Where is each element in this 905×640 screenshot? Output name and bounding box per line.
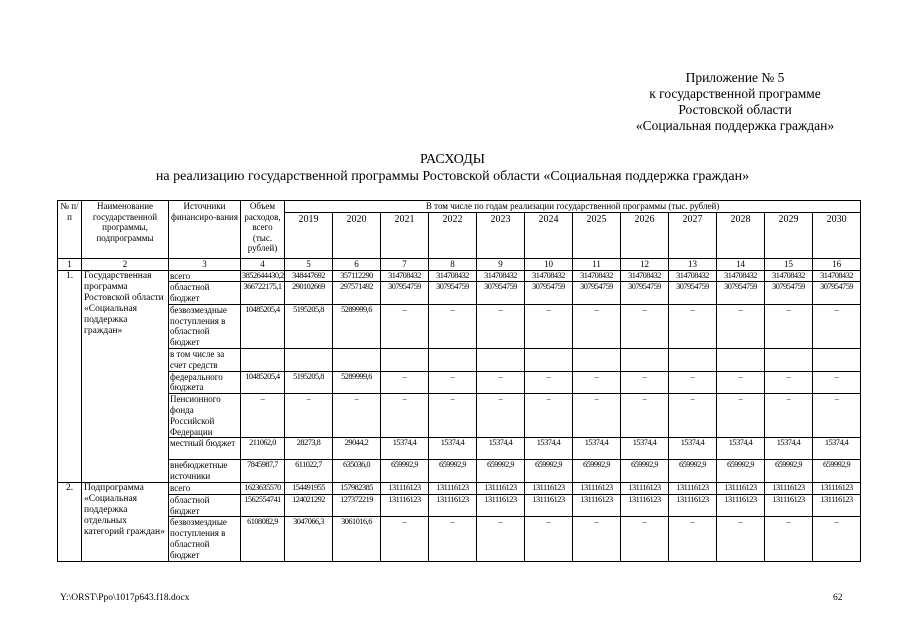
value-cell: 15374,4 bbox=[765, 438, 813, 460]
value-cell: 659992,9 bbox=[429, 460, 477, 483]
value-cell: – bbox=[621, 371, 669, 394]
column-number: 16 bbox=[813, 259, 861, 271]
value-cell: – bbox=[429, 371, 477, 394]
footer-page-number: 62 bbox=[833, 593, 843, 603]
value-cell: 357112290 bbox=[333, 270, 381, 282]
value-cell: – bbox=[381, 371, 429, 394]
value-cell: 131116123 bbox=[669, 494, 717, 517]
value-cell: 131116123 bbox=[669, 483, 717, 495]
value-cell bbox=[333, 349, 381, 372]
value-cell: 15374,4 bbox=[429, 438, 477, 460]
header-year: 2025 bbox=[573, 213, 621, 259]
program-name: Государственная программа Ростовской области «Социальная поддержка граждан» bbox=[82, 270, 169, 483]
appendix-line-2: к государственной программе bbox=[649, 86, 821, 101]
value-cell: – bbox=[525, 304, 573, 348]
value-cell: 131116123 bbox=[381, 483, 429, 495]
value-cell: 659992,9 bbox=[765, 460, 813, 483]
column-number: 15 bbox=[765, 259, 813, 271]
column-number: 8 bbox=[429, 259, 477, 271]
funding-source: всего bbox=[169, 483, 241, 495]
value-cell: – bbox=[525, 371, 573, 394]
table-row bbox=[58, 494, 861, 517]
value-cell: – bbox=[525, 517, 573, 561]
column-number: 11 bbox=[573, 259, 621, 271]
header-year: 2029 bbox=[765, 213, 813, 259]
value-cell bbox=[765, 349, 813, 372]
value-cell bbox=[429, 349, 477, 372]
header-year: 2027 bbox=[669, 213, 717, 259]
value-cell: 127372219 bbox=[333, 494, 381, 517]
value-cell: 10485205,4 bbox=[241, 304, 285, 348]
value-cell: – bbox=[765, 394, 813, 438]
value-cell: 15374,4 bbox=[669, 438, 717, 460]
value-cell: 5289999,6 bbox=[333, 304, 381, 348]
column-number: 13 bbox=[669, 259, 717, 271]
header-year: 2026 bbox=[621, 213, 669, 259]
footer-file-path: Y:\ORST\Ppo\1017p643.f18.docx bbox=[60, 593, 190, 603]
value-cell: – bbox=[717, 371, 765, 394]
appendix-title: Приложение № 5 bbox=[685, 70, 785, 85]
header-no: № п/п bbox=[58, 201, 82, 259]
column-number: 5 bbox=[285, 259, 333, 271]
value-cell: 28273,8 bbox=[285, 438, 333, 460]
column-number: 7 bbox=[381, 259, 429, 271]
value-cell: 314708432 bbox=[669, 270, 717, 282]
table-row bbox=[58, 517, 861, 561]
value-cell: – bbox=[573, 394, 621, 438]
value-cell: 1623635570 bbox=[241, 483, 285, 495]
value-cell: 131116123 bbox=[477, 494, 525, 517]
value-cell: 307954759 bbox=[813, 282, 861, 305]
value-cell: – bbox=[241, 394, 285, 438]
value-cell: 5195205,8 bbox=[285, 304, 333, 348]
value-cell: 131116123 bbox=[621, 494, 669, 517]
value-cell: – bbox=[381, 304, 429, 348]
value-cell: 131116123 bbox=[573, 494, 621, 517]
value-cell: 15374,4 bbox=[813, 438, 861, 460]
header-year: 2024 bbox=[525, 213, 573, 259]
value-cell: – bbox=[813, 394, 861, 438]
value-cell: 131116123 bbox=[381, 494, 429, 517]
value-cell: – bbox=[717, 517, 765, 561]
value-cell: 659992,9 bbox=[717, 460, 765, 483]
value-cell: 131116123 bbox=[813, 483, 861, 495]
value-cell: – bbox=[429, 304, 477, 348]
value-cell: 307954759 bbox=[717, 282, 765, 305]
value-cell: 314708432 bbox=[765, 270, 813, 282]
value-cell: – bbox=[573, 517, 621, 561]
appendix-line-4: «Социальная поддержка граждан» bbox=[635, 118, 835, 133]
funding-source: безвозмездные поступления в областной бюджет bbox=[169, 517, 241, 561]
value-cell: 1562554741 bbox=[241, 494, 285, 517]
value-cell: 635036,0 bbox=[333, 460, 381, 483]
column-number: 6 bbox=[333, 259, 381, 271]
funding-source: областной бюджет bbox=[169, 282, 241, 305]
value-cell: 3852644430,2 bbox=[241, 270, 285, 282]
value-cell: 307954759 bbox=[381, 282, 429, 305]
value-cell: 659992,9 bbox=[621, 460, 669, 483]
expenditure-table bbox=[57, 200, 861, 562]
value-cell: 3061016,6 bbox=[333, 517, 381, 561]
value-cell: 307954759 bbox=[765, 282, 813, 305]
value-cell: 307954759 bbox=[477, 282, 525, 305]
value-cell: – bbox=[429, 517, 477, 561]
value-cell: – bbox=[669, 304, 717, 348]
table-row bbox=[58, 460, 861, 483]
value-cell: 314708432 bbox=[381, 270, 429, 282]
value-cell: 307954759 bbox=[669, 282, 717, 305]
value-cell: 131116123 bbox=[477, 483, 525, 495]
value-cell: – bbox=[477, 371, 525, 394]
value-cell: 154491955 bbox=[285, 483, 333, 495]
value-cell: 131116123 bbox=[717, 494, 765, 517]
value-cell: 659992,9 bbox=[669, 460, 717, 483]
value-cell: 157982385 bbox=[333, 483, 381, 495]
table-row bbox=[58, 394, 861, 438]
value-cell: 124021292 bbox=[285, 494, 333, 517]
value-cell: 131116123 bbox=[765, 483, 813, 495]
value-cell: 131116123 bbox=[621, 483, 669, 495]
value-cell: – bbox=[621, 517, 669, 561]
value-cell: 15374,4 bbox=[525, 438, 573, 460]
header-year: 2020 bbox=[333, 213, 381, 259]
header-year: 2030 bbox=[813, 213, 861, 259]
value-cell bbox=[573, 349, 621, 372]
header-year: 2023 bbox=[477, 213, 525, 259]
value-cell bbox=[241, 349, 285, 372]
table-row bbox=[58, 349, 861, 372]
value-cell: – bbox=[477, 517, 525, 561]
value-cell: – bbox=[669, 517, 717, 561]
value-cell: – bbox=[573, 304, 621, 348]
value-cell: 659992,9 bbox=[573, 460, 621, 483]
header-year: 2022 bbox=[429, 213, 477, 259]
value-cell: 348447692 bbox=[285, 270, 333, 282]
value-cell: 314708432 bbox=[717, 270, 765, 282]
value-cell: – bbox=[765, 371, 813, 394]
value-cell: 15374,4 bbox=[573, 438, 621, 460]
value-cell: – bbox=[285, 394, 333, 438]
table-row bbox=[58, 483, 861, 495]
value-cell: 314708432 bbox=[429, 270, 477, 282]
value-cell: 659992,9 bbox=[381, 460, 429, 483]
funding-source: областной бюджет bbox=[169, 494, 241, 517]
table-row bbox=[58, 304, 861, 348]
value-cell: 10485205,4 bbox=[241, 371, 285, 394]
value-cell: 5289999,6 bbox=[333, 371, 381, 394]
value-cell: – bbox=[813, 517, 861, 561]
value-cell: 15374,4 bbox=[717, 438, 765, 460]
value-cell: – bbox=[669, 371, 717, 394]
value-cell: 659992,9 bbox=[525, 460, 573, 483]
value-cell: 131116123 bbox=[525, 483, 573, 495]
header-name: Наименование государственной программы, подпрограммы bbox=[82, 201, 169, 259]
table-row bbox=[58, 438, 861, 460]
document-title bbox=[0, 151, 905, 185]
value-cell: – bbox=[813, 371, 861, 394]
value-cell: 314708432 bbox=[621, 270, 669, 282]
value-cell: 314708432 bbox=[525, 270, 573, 282]
value-cell: 314708432 bbox=[573, 270, 621, 282]
funding-source: в том числе за счет средств bbox=[169, 349, 241, 372]
value-cell: 307954759 bbox=[621, 282, 669, 305]
header-source: Источники финансиро-вания bbox=[169, 201, 241, 259]
value-cell: – bbox=[525, 394, 573, 438]
value-cell: 307954759 bbox=[429, 282, 477, 305]
value-cell: 659992,9 bbox=[477, 460, 525, 483]
funding-source: федерального бюджета bbox=[169, 371, 241, 394]
program-name: Подпрограмма «Социальная поддержка отдельных категорий граждан» bbox=[82, 483, 169, 562]
value-cell: 6108082,9 bbox=[241, 517, 285, 561]
value-cell: 307954759 bbox=[573, 282, 621, 305]
value-cell: 131116123 bbox=[813, 494, 861, 517]
table-row bbox=[58, 371, 861, 394]
value-cell: 131116123 bbox=[429, 494, 477, 517]
column-number: 9 bbox=[477, 259, 525, 271]
value-cell: – bbox=[765, 517, 813, 561]
value-cell: – bbox=[381, 394, 429, 438]
value-cell: – bbox=[333, 394, 381, 438]
value-cell: 3047066,3 bbox=[285, 517, 333, 561]
column-number: 3 bbox=[169, 259, 241, 271]
column-number: 2 bbox=[82, 259, 169, 271]
value-cell: 5195205,8 bbox=[285, 371, 333, 394]
value-cell: – bbox=[381, 517, 429, 561]
header-volume: Объем расходов, всего (тыс. рублей) bbox=[241, 201, 285, 259]
value-cell: 211062,0 bbox=[241, 438, 285, 460]
expenditure-table-wrapper bbox=[57, 200, 861, 562]
value-cell bbox=[381, 349, 429, 372]
value-cell: 15374,4 bbox=[621, 438, 669, 460]
table-row bbox=[58, 270, 861, 282]
value-cell: – bbox=[573, 371, 621, 394]
title-sub: на реализацию государственной программы Ростовской области «Социальная поддержка граждан» bbox=[155, 169, 750, 184]
column-number: 10 bbox=[525, 259, 573, 271]
value-cell: – bbox=[621, 394, 669, 438]
value-cell bbox=[525, 349, 573, 372]
value-cell: 7845987,7 bbox=[241, 460, 285, 483]
value-cell bbox=[621, 349, 669, 372]
value-cell: – bbox=[429, 394, 477, 438]
column-number: 12 bbox=[621, 259, 669, 271]
program-number: 1. bbox=[58, 270, 82, 483]
value-cell: 131116123 bbox=[525, 494, 573, 517]
table-row bbox=[58, 282, 861, 305]
value-cell: 314708432 bbox=[477, 270, 525, 282]
value-cell: 290102669 bbox=[285, 282, 333, 305]
value-cell: 131116123 bbox=[717, 483, 765, 495]
header-year: 2028 bbox=[717, 213, 765, 259]
value-cell: 366722175,1 bbox=[241, 282, 285, 305]
column-number: 4 bbox=[241, 259, 285, 271]
value-cell: – bbox=[717, 304, 765, 348]
value-cell bbox=[285, 349, 333, 372]
funding-source: Пенсионного фонда Российской Федерации bbox=[169, 394, 241, 438]
value-cell: 307954759 bbox=[525, 282, 573, 305]
value-cell bbox=[717, 349, 765, 372]
value-cell: 297571492 bbox=[333, 282, 381, 305]
value-cell: – bbox=[669, 394, 717, 438]
value-cell: 131116123 bbox=[429, 483, 477, 495]
value-cell: – bbox=[765, 304, 813, 348]
value-cell: 314708432 bbox=[813, 270, 861, 282]
value-cell: 659992,9 bbox=[813, 460, 861, 483]
funding-source: всего bbox=[169, 270, 241, 282]
header-year: 2021 bbox=[381, 213, 429, 259]
column-number: 14 bbox=[717, 259, 765, 271]
title-main: РАСХОДЫ bbox=[420, 152, 485, 167]
value-cell: – bbox=[717, 394, 765, 438]
value-cell bbox=[813, 349, 861, 372]
value-cell: – bbox=[477, 394, 525, 438]
funding-source: безвозмездные поступления в областной бюджет bbox=[169, 304, 241, 348]
value-cell: 15374,4 bbox=[477, 438, 525, 460]
value-cell: – bbox=[477, 304, 525, 348]
value-cell: 15374,4 bbox=[381, 438, 429, 460]
column-number: 1 bbox=[58, 259, 82, 271]
header-years-caption: В том числе по годам реализации государственной программы (тыс. рублей) bbox=[285, 201, 861, 213]
value-cell: – bbox=[621, 304, 669, 348]
value-cell bbox=[477, 349, 525, 372]
value-cell: 131116123 bbox=[765, 494, 813, 517]
value-cell bbox=[669, 349, 717, 372]
appendix-line-3: Ростовской области bbox=[678, 102, 792, 117]
funding-source: местный бюджет bbox=[169, 438, 241, 460]
funding-source: внебюджетные источники bbox=[169, 460, 241, 483]
value-cell: 131116123 bbox=[573, 483, 621, 495]
program-number: 2. bbox=[58, 483, 82, 562]
value-cell: 29044,2 bbox=[333, 438, 381, 460]
appendix-header bbox=[600, 70, 870, 134]
header-year: 2019 bbox=[285, 213, 333, 259]
value-cell: 611022,7 bbox=[285, 460, 333, 483]
value-cell: – bbox=[813, 304, 861, 348]
